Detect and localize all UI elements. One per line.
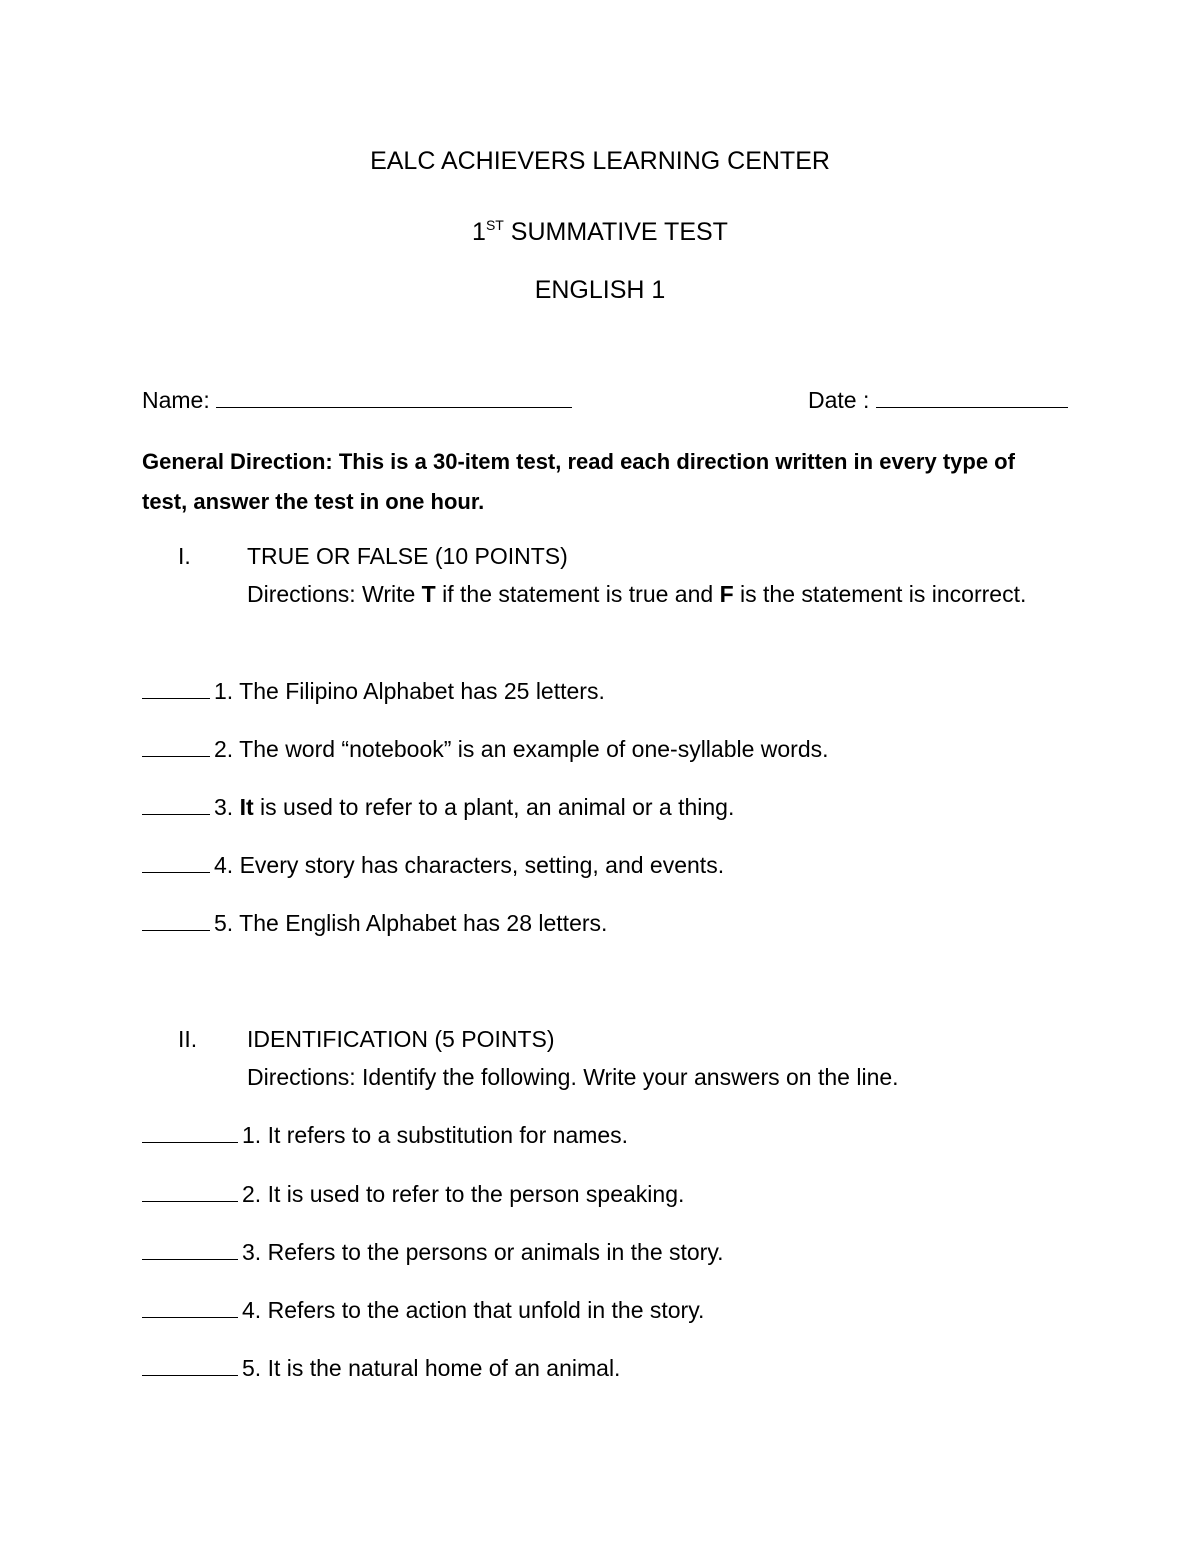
tf-item [142, 677, 605, 705]
id-item [142, 1180, 684, 1208]
general-direction-text: This is a 30-item test, read each direction written in every type of test, answer the test in one hour. [142, 449, 1015, 514]
school-name: EALC ACHIEVERS LEARNING CENTER [370, 147, 830, 175]
tf-item [142, 909, 607, 937]
item-number: 3. [214, 794, 234, 820]
section1-directions-mid: if the statement is true and [435, 581, 720, 607]
item-text: Refers to the persons or animals in the story. [267, 1239, 724, 1265]
test-title [0, 210, 1200, 247]
section2-directions: Directions: Identify the following. Write your answers on the line. [247, 1064, 899, 1090]
date-blank[interactable] [876, 387, 1068, 408]
date-label: Date : [808, 387, 870, 413]
id-item [142, 1238, 724, 1266]
item-text: Every story has characters, setting, and events. [239, 852, 725, 878]
tf-item [142, 851, 724, 879]
answer-blank[interactable] [142, 1124, 238, 1143]
answer-blank[interactable] [142, 1241, 238, 1260]
answer-blank[interactable] [142, 796, 210, 815]
item-number: 5. [242, 1355, 262, 1381]
name-blank[interactable] [216, 387, 572, 408]
section1-body [247, 537, 1047, 613]
answer-blank[interactable] [142, 738, 210, 757]
name-field [142, 386, 572, 414]
section1-title: TRUE OR FALSE (10 POINTS) [247, 543, 568, 569]
item-text: It refers to a substitution for names. [267, 1122, 629, 1148]
section1-directions-f: F [719, 581, 734, 607]
item-number: 2. [242, 1181, 262, 1207]
item-number: 4. [214, 852, 234, 878]
tf-item [142, 793, 734, 821]
item-number: 3. [242, 1239, 262, 1265]
id-item [142, 1296, 704, 1324]
answer-blank[interactable] [142, 912, 210, 931]
section1-directions-t: T [421, 581, 436, 607]
item-number: 4. [242, 1297, 262, 1323]
item-text: Refers to the action that unfold in the story. [267, 1297, 705, 1323]
name-label: Name: [142, 387, 210, 413]
date-field [808, 386, 1068, 414]
answer-blank[interactable] [142, 1357, 238, 1376]
section1-numeral: I. [178, 543, 191, 569]
section2-body [247, 1020, 1047, 1096]
answer-blank[interactable] [142, 680, 210, 699]
test-title-text: SUMMATIVE TEST [510, 218, 728, 246]
section1-directions-prefix: Directions: Write [247, 581, 422, 607]
section1-directions-suffix: is the statement is incorrect. [733, 581, 1027, 607]
item-number: 5. [214, 910, 234, 936]
test-number: 1 [472, 218, 486, 246]
general-direction [142, 442, 1042, 522]
answer-blank[interactable] [142, 854, 210, 873]
tf-item [142, 735, 829, 763]
item-text: The word “notebook” is an example of one-syllable words. [239, 736, 829, 762]
item-text: The Filipino Alphabet has 25 letters. [239, 678, 605, 704]
subject-title: ENGLISH 1 [534, 276, 666, 304]
general-direction-label: General Direction: [142, 449, 333, 474]
item-text: is used to refer to a plant, an animal or a thing. [260, 794, 735, 820]
test-number-suffix: ST [485, 217, 504, 233]
item-bold-word: It [239, 794, 254, 820]
item-text: It is used to refer to the person speaking. [267, 1181, 685, 1207]
item-number: 2. [214, 736, 234, 762]
item-number: 1. [214, 678, 234, 704]
section1-directions [247, 575, 1047, 613]
section2-title: IDENTIFICATION (5 POINTS) [247, 1026, 555, 1052]
id-item [142, 1354, 620, 1382]
answer-blank[interactable] [142, 1299, 238, 1318]
item-text: The English Alphabet has 28 letters. [239, 910, 608, 936]
item-number: 1. [242, 1122, 262, 1148]
answer-blank[interactable] [142, 1183, 238, 1202]
section2-numeral: II. [178, 1026, 198, 1052]
item-text: It is the natural home of an animal. [267, 1355, 621, 1381]
id-item [142, 1121, 628, 1149]
